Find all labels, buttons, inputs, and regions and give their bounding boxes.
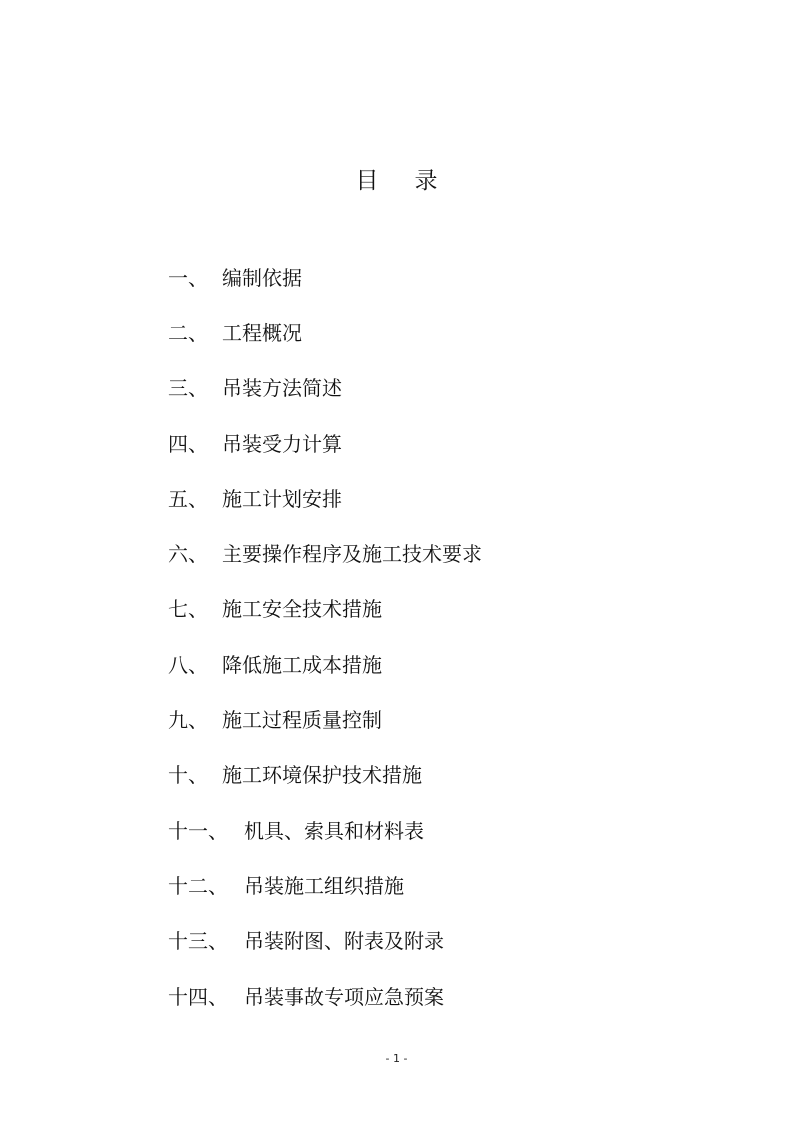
toc-item-text: 施工安全技术措施 xyxy=(222,597,382,622)
toc-item-text: 施工计划安排 xyxy=(222,486,342,511)
toc-item-text: 吊装受力计算 xyxy=(222,431,342,456)
toc-item-text: 编制依据 xyxy=(222,265,302,290)
toc-item xyxy=(168,692,482,747)
toc-item-text: 主要操作程序及施工技术要求 xyxy=(222,542,482,567)
toc-item-text: 机具、索具和材料表 xyxy=(244,818,424,843)
toc-item xyxy=(168,361,482,416)
toc-item-number: 八、 xyxy=(168,652,208,677)
toc-item-number: 二、 xyxy=(168,320,208,345)
toc-item-text: 施工过程质量控制 xyxy=(222,708,382,733)
toc-item-number: 十、 xyxy=(168,763,208,788)
toc-item-number: 四、 xyxy=(168,431,208,456)
toc-item xyxy=(168,858,482,913)
toc-item xyxy=(168,582,482,637)
toc-item-number: 五、 xyxy=(168,486,208,511)
toc-item xyxy=(168,637,482,692)
toc-item xyxy=(168,305,482,360)
toc-item-text: 吊装施工组织措施 xyxy=(244,873,404,898)
toc-item-number: 十四、 xyxy=(168,984,228,1009)
toc-item-number: 九、 xyxy=(168,708,208,733)
toc-item-number: 七、 xyxy=(168,597,208,622)
toc-item-text: 施工环境保护技术措施 xyxy=(222,763,422,788)
toc-item-number: 一、 xyxy=(168,265,208,290)
toc-item xyxy=(168,250,482,305)
toc-item-number: 十二、 xyxy=(168,873,228,898)
toc-item-text: 吊装附图、附表及附录 xyxy=(244,929,444,954)
toc-item-text: 工程概况 xyxy=(222,320,302,345)
toc-item-text: 吊装事故专项应急预案 xyxy=(244,984,444,1009)
toc-item-number: 六、 xyxy=(168,542,208,567)
toc-item xyxy=(168,914,482,969)
toc-item xyxy=(168,969,482,1024)
toc-item xyxy=(168,471,482,526)
toc-item xyxy=(168,748,482,803)
toc-item xyxy=(168,803,482,858)
toc-item xyxy=(168,416,482,471)
toc-item-number: 十三、 xyxy=(168,929,228,954)
toc-item-text: 降低施工成本措施 xyxy=(222,652,382,677)
toc-item-text: 吊装方法简述 xyxy=(222,376,342,401)
toc-item xyxy=(168,526,482,581)
toc-title: 目录 xyxy=(355,168,474,194)
toc-item-number: 十一、 xyxy=(168,818,228,843)
toc-list xyxy=(168,250,482,1024)
toc-item-number: 三、 xyxy=(168,376,208,401)
page-number: - 1 - xyxy=(385,1052,408,1065)
